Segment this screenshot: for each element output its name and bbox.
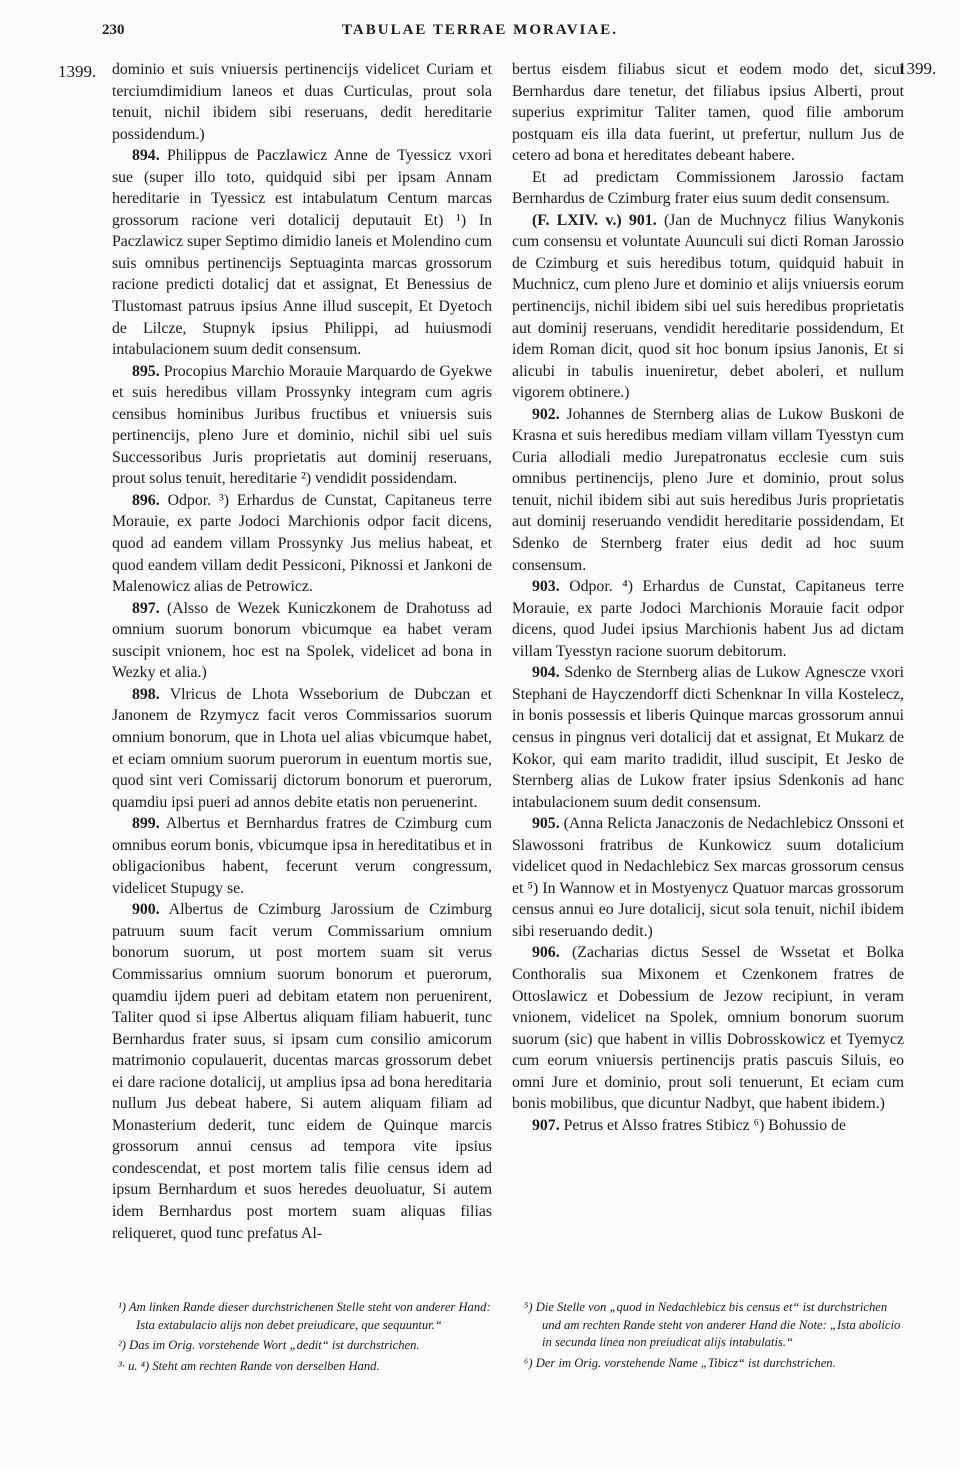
footnote: ²) Das im Orig. vorstehende Wort „dedit“ ist durchstrichen.: [118, 1338, 420, 1352]
footnotes-right: [524, 1299, 909, 1375]
footnote: ⁶) Der im Orig. vorstehende Name „Tibicz“ ist durchstrichen.: [524, 1355, 836, 1370]
entry-901: (F. LXIV. v.) 901. (Jan de Muchnycz filius Wanykonis cum consensu et voluntate Auunculi sui dicti Roman Jarossio de Czimburg et suis heredibus totum, quidquid habuit in Muchnicz, cum pleno Jure et dominio et alijs vniuersis eorum pertinencijs, nichil ibidem sibi uel suis heredibus proprietatis aut dominij reseruans, vendidit hereditarie possidendum, Et idem Roman dicit, quod sit hoc bonum ipsius Janonis, Et si alicubi in tabulis inueniretur, debet aboleri, et nullum vigorem obtinere.): [512, 211, 904, 402]
entry-895: 895. Procopius Marchio Morauie Marquardo de Gyekwe et suis heredibus villam Prossynky integram cum agris censibus hominibus Juribus fructibus et vniuersis suis pertinencijs, pleno Jure et dominio, nichil sibi uel suis Successoribus Juris proprietatis aut dominij reseruans, prout solus tenuit, hereditarie ²) vendidit possidendam.: [112, 362, 493, 488]
entry-904: 904. Sdenko de Sternberg alias de Lukow Agnescze vxori Stephani de Hayczendorff dicti Schenknar In villa Kostelecz, in bonis possessis et liberis Quinque marcas grossorum annui census in pingnus veri dotalicij dat et assignat, Et Mukarz de Kokor, qui eam marito tradidit, illud suscipit, Et Jesko de Sternberg alias de Lukow frater ipsius Sdenkonis ad hanc intabulacionem suum dedit consensum.: [512, 664, 904, 811]
entry-905: 905. (Anna Relicta Janaczonis de Nedachlebicz Onssoni et Slawossoni fratribus de Kunkowicz suum dotalicium videlicet quod in Nedachlebicz Sex marcas grossorum census et ⁵) In Wannow et in Mostyenycz Quatuor marcas grossorum census annui eo Jure dotalicij, sicut sola tenuit, nichil ibidem sibi reseruando dedit.): [512, 815, 904, 940]
right-column: [512, 59, 904, 1136]
footnote: ¹) Am linken Rande dieser durchstrichenen Stelle steht von anderer Hand: Ista extabulacio alijs non debet preiudicare, que sequuntur.“: [118, 1300, 491, 1332]
footnote: ⁵) Die Stelle von „quod in Nedachlebicz bis census et“ ist durchstrichen und am rechten Rande steht von anderer Hand die Note: „Ista abolicio in secunda linea non preiudicat alijs intabulatis.“: [524, 1300, 901, 1349]
footnotes-left: [118, 1299, 498, 1378]
entry-903: 903. Odpor. ⁴) Erhardus de Cunstat, Capitaneus terre Morauie, ex parte Jodoci Marchionis Morauie facit odpor dicens, quod Judei ipsius Marchionis habent Jus ad dictam villam Tyesstyn racione suorum debitorum.: [512, 578, 905, 660]
entry-paragraph: Et ad predictam Commissionem Jarossio factam Bernhardus de Czimburg frater eius suum dedit consensum.: [512, 168, 904, 208]
left-column: [112, 59, 492, 1244]
footnote: ³· u. ⁴) Steht am rechten Rande von derselben Hand.: [118, 1358, 380, 1373]
entry-897: 897. (Alsso de Wezek Kuniczkonem de Drahotuss ad omnium suorum bonorum vbicumque ea habet veram suscipit vnionem, hoc est na Spolek, videlicet ad bona in Wezky et alia.): [112, 599, 492, 682]
entry: dominio et suis vniuersis pertinencijs videlicet Curiam et terciumdimidium laneos et duas Curticulas, prout sola tenuit, nichil ibidem sibi reseruans, dedit hereditarie possidendum.): [112, 61, 492, 143]
entry-902: 902. Johannes de Sternberg alias de Lukow Buskoni de Krasna et suis heredibus mediam villam villam Tyesstyn cum Curia allodiali medio Jurepatronatus ecclesie cum suis omnibus pertinencijs, pleno Jure et dominio, prout solus tenuit, nichil ibidem sibi aut suis heredibus Juris proprietatis aut dominij reseruando vendidit hereditarie possidendam, Et Sdenko de Sternberg frater eius dedit ad hoc suum consensum.: [512, 405, 905, 574]
year-marginal-right: 1399.: [898, 59, 937, 78]
entry-894: 894. Philippus de Paczlawicz Anne de Tyessicz vxori sue (super illo toto, quidquid sibi per ipsam Annam hereditarie in Tyessicz est intabulatum Centum marcas grossorum racione veri dotalicij deputauit Et) ¹) In Paczlawicz super Septimo dimidio laneis et Molendino cum suis omnibus pertinencijs Septuaginta marcas grossorum racione predicti dotalicj dat et assignat, Et Benessius de Tlustomast patruus ipsius Anne illud suscepit, Et Dyetoch de Lilcze, Stupnyk ipsius Philippi, ad huiusmodi intabulacionem suum dedit consensum.: [112, 147, 492, 359]
entry-900: 900. Albertus de Czimburg Jarossium de Czimburg patruum suum facit verum Commissarium omnium bonorum suorum, ut post mortem suam sit verus Commissarius omnium suorum bonorum et puerorum, quamdiu ijdem pueri ad debitam etatem non peruenirent, Taliter quod si ipse Albertus aliquam filiam habuerit, tunc Bernhardus frater suus, si ipsam cum consilio amicorum matrimonio copulauerit, ducentas marcas grossorum debet ei dare racione dotalicij, ut amplius ipsa ad bona hereditaria nullum Jus debeat habere, Si autem aliquam filiam ad Monasterium dederit, tunc eidem de Quinque marcis grossorum annui census ad tempora vite ipsius condescendat, et post mortem talis filie census idem ad ipsum Bernhardum et suos heredes deuoluatur, Si autem idem Bernhardus post mortem suam aliquas filias reliqueret, quod tunc prefatus Al-: [112, 901, 493, 1242]
entry-898: 898. Vlricus de Lhota Wsseborium de Dubczan et Janonem de Rzymycz facit veros Commissarios suorum omnium bonorum, que in Lhota uel alias vbicumque habet, et eciam omnium suorum puerorum in euentum mortis sue, quod sint veri Comissarij dictorum bonorum et puerorum, quamdiu ipsi pueri ad annos debite etatis non peruenerint.: [112, 685, 493, 811]
page-number: 230: [102, 22, 125, 38]
entry-907: 907. Petrus et Alsso fratres Stibicz ⁶) Bohussio de: [532, 1116, 846, 1134]
year-marginal-left: 1399.: [58, 62, 97, 81]
running-head: TABULAE TERRAE MORAVIAE.: [342, 22, 618, 38]
entry-906: 906. (Zacharias dictus Sessel de Wssetat et Bolka Conthoralis sua Mixonem et Czenkonem fratres de Ottoslawicz et Dobessium de Jezow recipiunt, in veram vnionem, videlicet na Spolek, omnium bonorum suorum suorum (sic) que habent in villis Dobrosskowicz et Tyemycz cum eorum vniuersis pertinencijs pratis pascuis Siluis, eo omni Jure et dominio, prout soli tenuerunt, Et eciam cum bonis mobilibus, que dicuntur Nadbyt, que habent ibidem.): [512, 944, 904, 1113]
entry-899: 899. Albertus et Bernhardus fratres de Czimburg cum omnibus eorum bonis, vbicumque ipsa in hereditatibus et in obligacionibus habent, fecerunt verum congressum, videlicet Stupugy se.: [112, 815, 492, 897]
entry-continuation: bertus eisdem filiabus sicut et eodem modo det, sicut Bernhardus dare tenetur, det filiabus ipsius Alberti, prout superius exprimitur Taliter tamen, quod filie amborum postquam eis illa data fuerint, ut prefertur, nullum Jus de cetero ad bona et hereditates debeant habere.: [512, 61, 904, 165]
entry-896: 896. Odpor. ³) Erhardus de Cunstat, Capitaneus terre Morauie, ex parte Jodoci Marchionis odpor facit dicens, quod ad eandem villam Prossynky Jus melius habeat, et quod eandem villam dedit Pessiconi, Piknossi et Jankoni de Malenowicz alias de Petrowicz.: [112, 491, 492, 596]
